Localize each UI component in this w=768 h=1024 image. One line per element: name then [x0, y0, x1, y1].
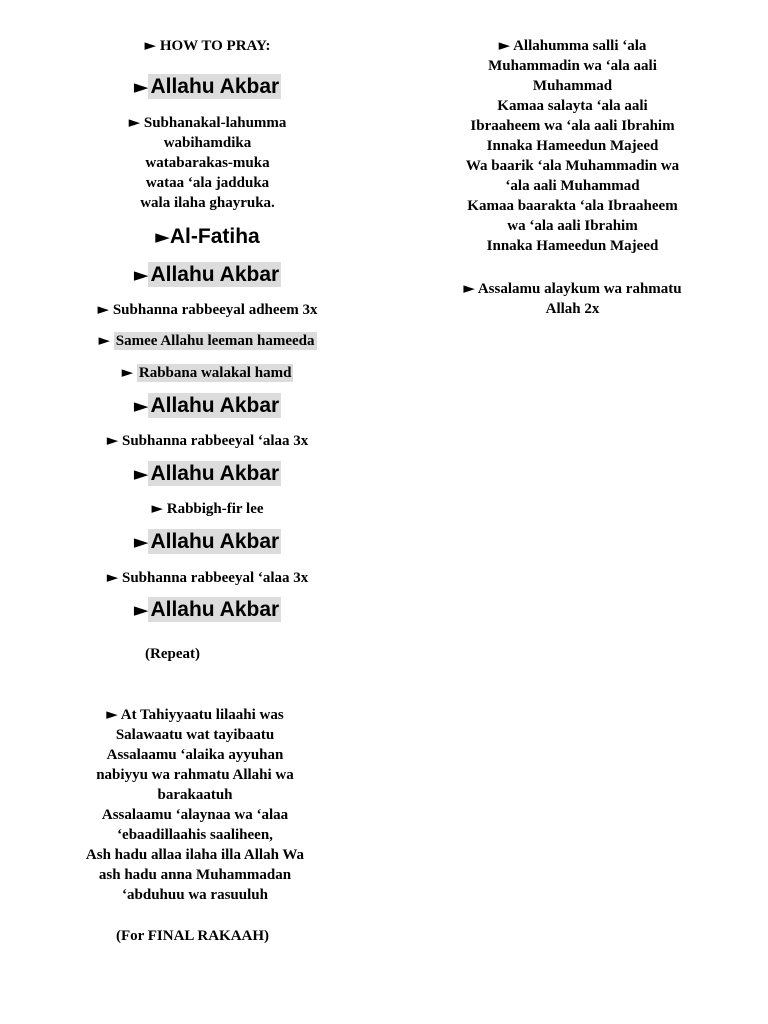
bullet-arrow-icon: ► — [144, 36, 157, 54]
bullet-arrow-icon: ► — [98, 331, 111, 349]
bullet-arrow-icon: ► — [133, 76, 149, 98]
al-fatiha: ►Al-Fatiha — [155, 225, 260, 248]
bullet-arrow-icon: ► — [151, 499, 163, 517]
bullet-arrow-icon: ► — [155, 226, 170, 248]
sujood-dhikr-2: ► Subhanna rabbeeyal ‘alaa 3x — [106, 568, 309, 586]
bullet-arrow-icon: ► — [133, 463, 149, 485]
bullet-arrow-icon: ► — [97, 300, 110, 318]
bullet-arrow-icon: ► — [106, 568, 119, 586]
rabbana-walakal-hamd: ► Rabbana walakal hamd — [121, 363, 292, 381]
bullet-arrow-icon: ► — [133, 531, 149, 553]
allahu-akbar-1: ►Allahu Akbar — [133, 75, 280, 98]
allahu-akbar-6: ►Allahu Akbar — [133, 598, 280, 621]
bullet-arrow-icon: ► — [133, 264, 149, 286]
bullet-arrow-icon: ► — [106, 705, 118, 723]
bullet-arrow-icon: ► — [133, 395, 149, 417]
allahu-akbar-5: ►Allahu Akbar — [133, 530, 280, 553]
how-to-pray-heading: ► HOW TO PRAY: — [144, 36, 271, 54]
allahu-akbar-4: ►Allahu Akbar — [133, 462, 280, 485]
tashahhud: ► At Tahiyyaatu lilaahi was Salawaatu wat tayibaatu Assalaamu ‘alaika ayyuhan nabiyyu wa rahmatu Allahi wa barakaatuh Assalaamu ‘alaynaa wa ‘alaa ‘ebaadillaahis saaliheen, Ash hadu allaa ilaha illa Allah Wa ash hadu anna Muhammadan ‘abduhuu wa rasuuluh — [85, 705, 305, 903]
sujood-dhikr-1: ► Subhanna rabbeeyal ‘alaa 3x — [106, 431, 309, 449]
ruku-dhikr: ► Subhanna rabbeeyal adheem 3x — [97, 300, 318, 318]
opening-dua: ► Subhanakal-lahumma wabihamdika watabarakas-muka wataa ‘ala jadduka wala ilaha ghayruka. — [128, 113, 287, 211]
tasleem: ► Assalamu alaykum wa rahmatu Allah 2x — [463, 279, 682, 317]
bullet-arrow-icon: ► — [498, 36, 511, 54]
bullet-arrow-icon: ► — [463, 279, 475, 297]
allahu-akbar-2: ►Allahu Akbar — [133, 263, 280, 286]
salawat: ► Allahumma salli ‘ala Muhammadin wa ‘ala aali Muhammad Kamaa salayta ‘ala aali Ibraaheem wa ‘ala aali Ibrahim Innaka Hameedun Majeed Wa baarik ‘ala Muhammadin wa ‘ala aali Muhammad Kamaa baarakta ‘ala Ibraaheem wa ‘ala aali Ibrahim Innaka Hameedun Majeed — [465, 36, 680, 254]
bullet-arrow-icon: ► — [121, 363, 134, 381]
bullet-arrow-icon: ► — [128, 113, 141, 131]
allahu-akbar-3: ►Allahu Akbar — [133, 394, 280, 417]
rabbigh-fir-lee: ► Rabbigh-fir lee — [151, 499, 264, 517]
bullet-arrow-icon: ► — [106, 431, 119, 449]
final-rakaah-note: (For FINAL RAKAAH) — [115, 928, 270, 944]
repeat-note: (Repeat) — [145, 646, 200, 662]
bullet-arrow-icon: ► — [133, 599, 149, 621]
samee-allahu: ► Samee Allahu leeman hameeda — [98, 331, 315, 349]
